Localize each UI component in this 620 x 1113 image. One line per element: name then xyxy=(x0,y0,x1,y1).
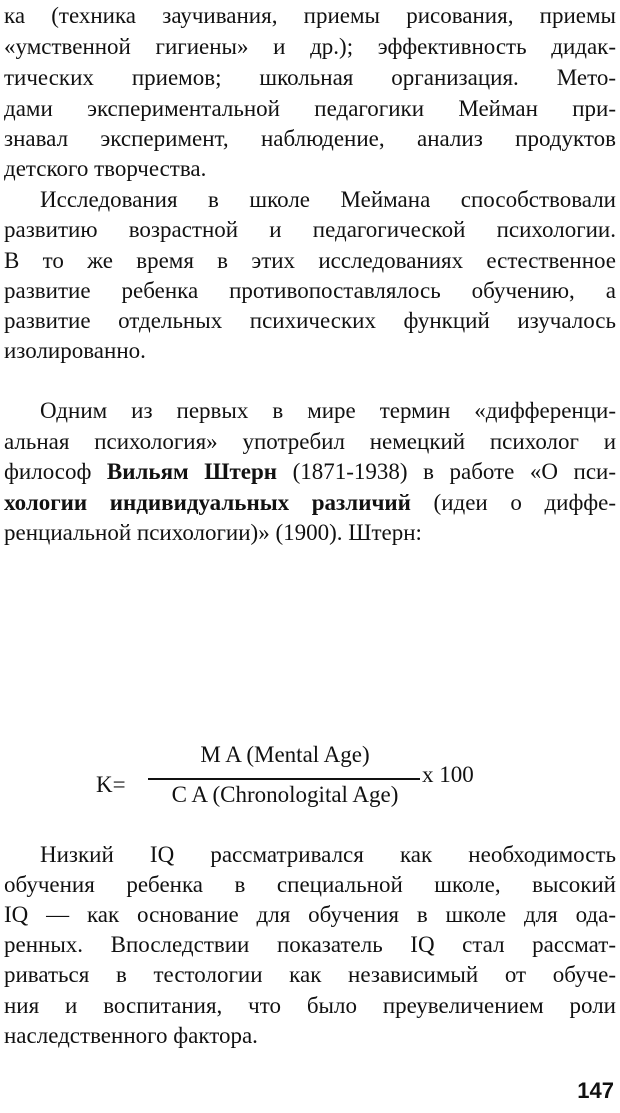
bullet-line xyxy=(4,579,616,609)
text-line: ренных. Впоследствии показатель IQ стал рассмат- xyxy=(4,932,616,957)
text-line: «умственной гигиены» и др.); эффективность дидак- xyxy=(4,34,616,59)
text-line: знавал эксперимент, наблюдение, анализ продуктов xyxy=(4,126,616,151)
text-span: философ xyxy=(4,459,107,484)
text-line: развитию возрастной и педагогической психологии. xyxy=(4,217,616,242)
text-line: альная психология» употребил немецкий психолог и xyxy=(4,429,616,454)
bullet-line xyxy=(4,700,616,730)
bullet-line xyxy=(40,610,616,640)
text-line: В то же время в этих исследованиях естественное xyxy=(4,248,616,273)
text-line xyxy=(4,457,616,487)
text-line: изолированно. xyxy=(4,338,146,363)
text-line: Низкий IQ рассматривался как необходимость xyxy=(40,842,616,867)
formula-numerator: M A (Mental Age) xyxy=(200,742,370,767)
bullet-line xyxy=(4,670,616,700)
work-title: хологии индивидуальных различий xyxy=(4,490,411,515)
formula-lhs: K= xyxy=(96,772,126,797)
text-span: (1871-1938) в работе «О пси- xyxy=(277,459,617,484)
text-line: обучения ребенка в специальной школе, высокий xyxy=(4,872,616,897)
text-line: развитие ребенка противопоставлялось обучению, а xyxy=(4,278,616,303)
bullet-line xyxy=(40,549,616,579)
text-line xyxy=(4,488,616,518)
text-line: ренциальной психологии)» (1900). Штерн: xyxy=(4,520,422,545)
text-line: развитие отдельных психических функций изучалось xyxy=(4,308,616,333)
iq-formula xyxy=(0,740,620,820)
fraction-bar xyxy=(148,778,420,780)
text-line: Одним из первых в мире термин «дифференци- xyxy=(40,398,616,423)
formula-multiplier: x 100 xyxy=(422,762,474,787)
page-number: 147 xyxy=(577,1078,614,1103)
text-line: детского творчества. xyxy=(4,156,207,181)
text-line: ния и воспитания, что было преувеличением роли xyxy=(4,993,616,1018)
text-line: риваться в тестологии как независимый от обуче- xyxy=(4,962,616,987)
text-line: дами экспериментальной педагогики Мейман при- xyxy=(4,96,616,121)
bullet-line xyxy=(4,640,616,670)
author-name: Вильям Штерн xyxy=(106,459,278,484)
text-span: (идеи о диффе- xyxy=(410,490,616,515)
formula-denominator: C A (Chronologital Age) xyxy=(171,782,399,807)
text-line: наследственного фактора. xyxy=(4,1023,258,1048)
text-line: Исследования в школе Меймана способствовали xyxy=(40,187,616,212)
text-line: тических приемов; школьная организация. Мето- xyxy=(4,65,616,90)
text-line: IQ — как основание для обучения в школе для ода- xyxy=(4,902,616,927)
text-line: ка (техника заучивания, приемы рисования, приемы xyxy=(4,3,616,28)
